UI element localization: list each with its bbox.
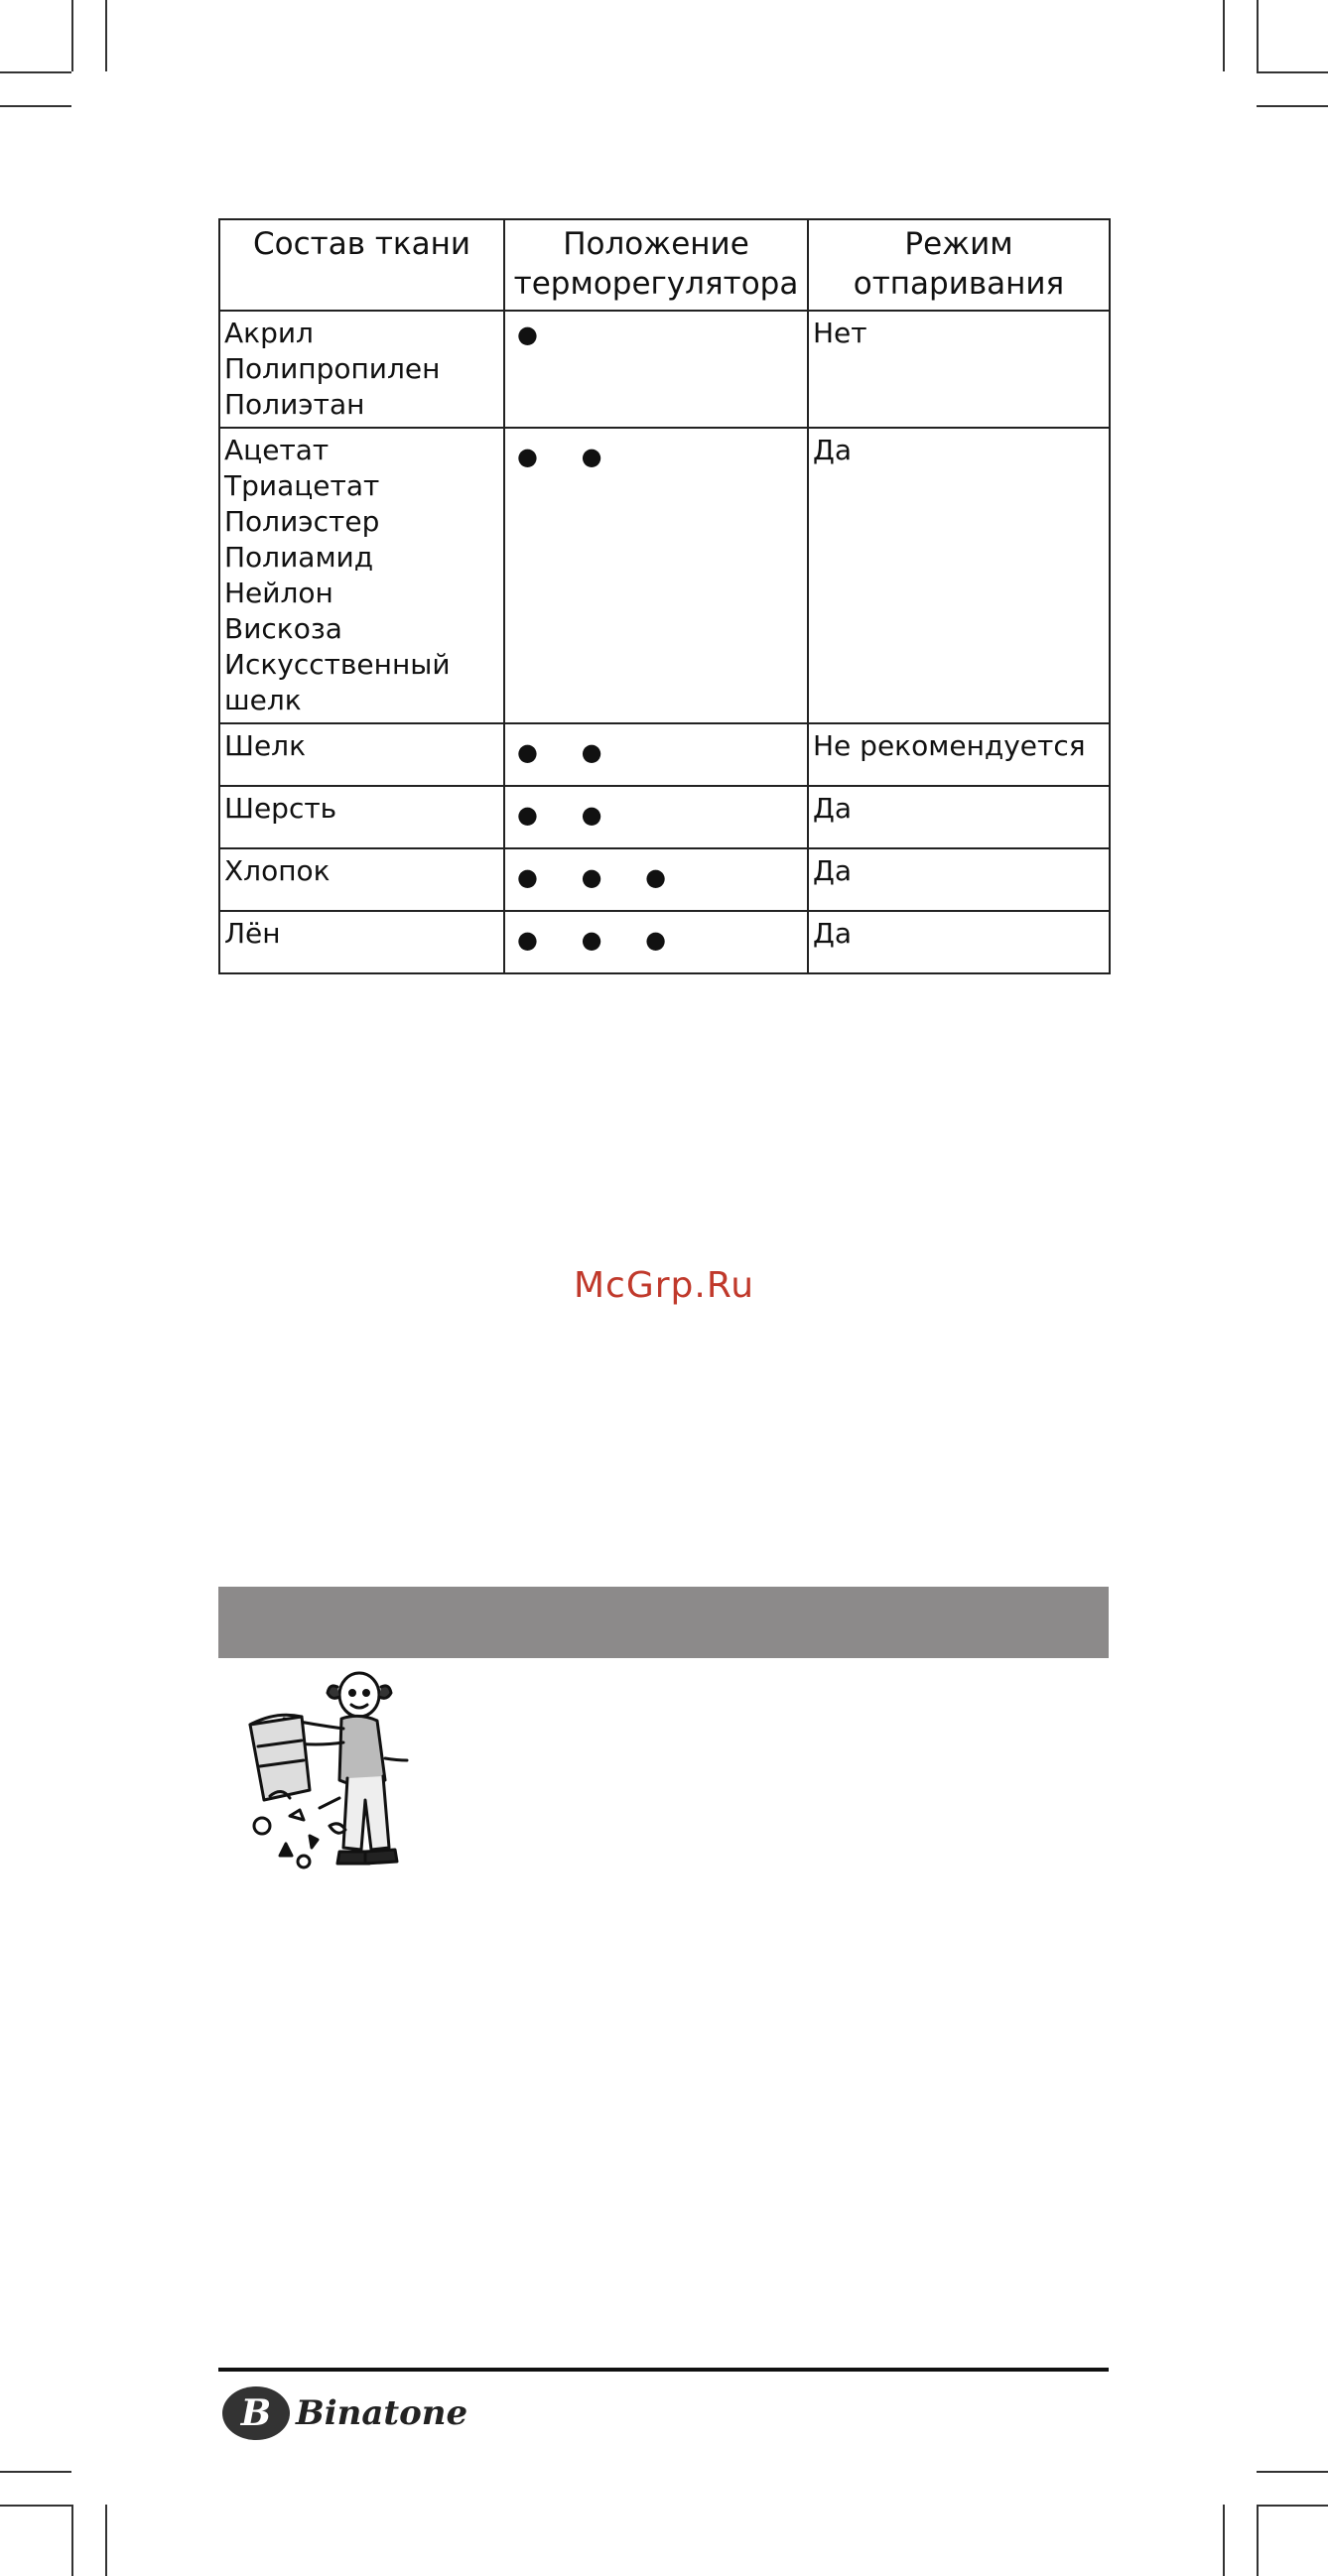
footer-rule — [218, 2368, 1109, 2372]
brand-name: Binatone — [296, 2393, 468, 2433]
table-header-row — [219, 219, 1110, 311]
fabric-cell: Акрил Полипропилен Полиэтан — [219, 311, 504, 428]
crop-mark — [0, 105, 71, 107]
thermostat-dots: ● — [504, 311, 808, 428]
crop-mark — [1257, 2471, 1328, 2473]
section-header-band — [218, 1587, 1109, 1658]
header-fabric: Состав ткани — [219, 219, 504, 311]
table-row — [219, 723, 1110, 786]
fabric-cell: Ацетат Триацетат Полиэстер Полиамид Нейлон Вискоза Искусственный шелк — [219, 428, 504, 723]
crop-mark — [71, 2505, 73, 2576]
watermark-link[interactable]: McGrp.Ru — [573, 1265, 755, 1306]
header-thermostat: Положение терморегулятора — [504, 219, 808, 311]
header-steam: Режим отпаривания — [808, 219, 1110, 311]
table-row — [219, 848, 1110, 911]
thermostat-dots: ● ● — [504, 723, 808, 786]
crop-mark — [0, 71, 71, 73]
steam-cell: Нет — [808, 311, 1110, 428]
thermostat-dots: ● ● ● — [504, 911, 808, 973]
steam-cell: Да — [808, 911, 1110, 973]
crop-mark — [105, 2505, 107, 2576]
thermostat-dots: ● ● ● — [504, 848, 808, 911]
binatone-logo-icon — [220, 2384, 292, 2442]
crop-mark — [1223, 0, 1225, 71]
fabric-cell: Шелк — [219, 723, 504, 786]
steam-cell: Да — [808, 848, 1110, 911]
thermostat-dots: ● ● — [504, 428, 808, 723]
crop-mark — [1257, 0, 1259, 71]
steam-cell: Да — [808, 428, 1110, 723]
thermostat-dots: ● ● — [504, 786, 808, 848]
fabric-cell: Хлопок — [219, 848, 504, 911]
fabric-cell: Шерсть — [219, 786, 504, 848]
table-row — [219, 911, 1110, 973]
crop-mark — [0, 2505, 71, 2507]
fabric-settings-table — [218, 218, 1111, 974]
crop-mark — [0, 2471, 71, 2473]
recycling-cartoon-illustration — [220, 1667, 429, 1925]
steam-cell: Да — [808, 786, 1110, 848]
crop-mark — [71, 0, 73, 71]
table-row — [219, 428, 1110, 723]
crop-mark — [1257, 105, 1328, 107]
table-row — [219, 786, 1110, 848]
brand-logo — [220, 2383, 467, 2443]
svg-text:B: B — [240, 2392, 272, 2434]
fabric-cell: Лён — [219, 911, 504, 973]
crop-mark — [105, 0, 107, 71]
crop-mark — [1257, 71, 1328, 73]
steam-cell: Не рекомендуется — [808, 723, 1110, 786]
crop-mark — [1257, 2505, 1328, 2507]
table-row — [219, 311, 1110, 428]
crop-mark — [1257, 2505, 1259, 2576]
crop-mark — [1223, 2505, 1225, 2576]
